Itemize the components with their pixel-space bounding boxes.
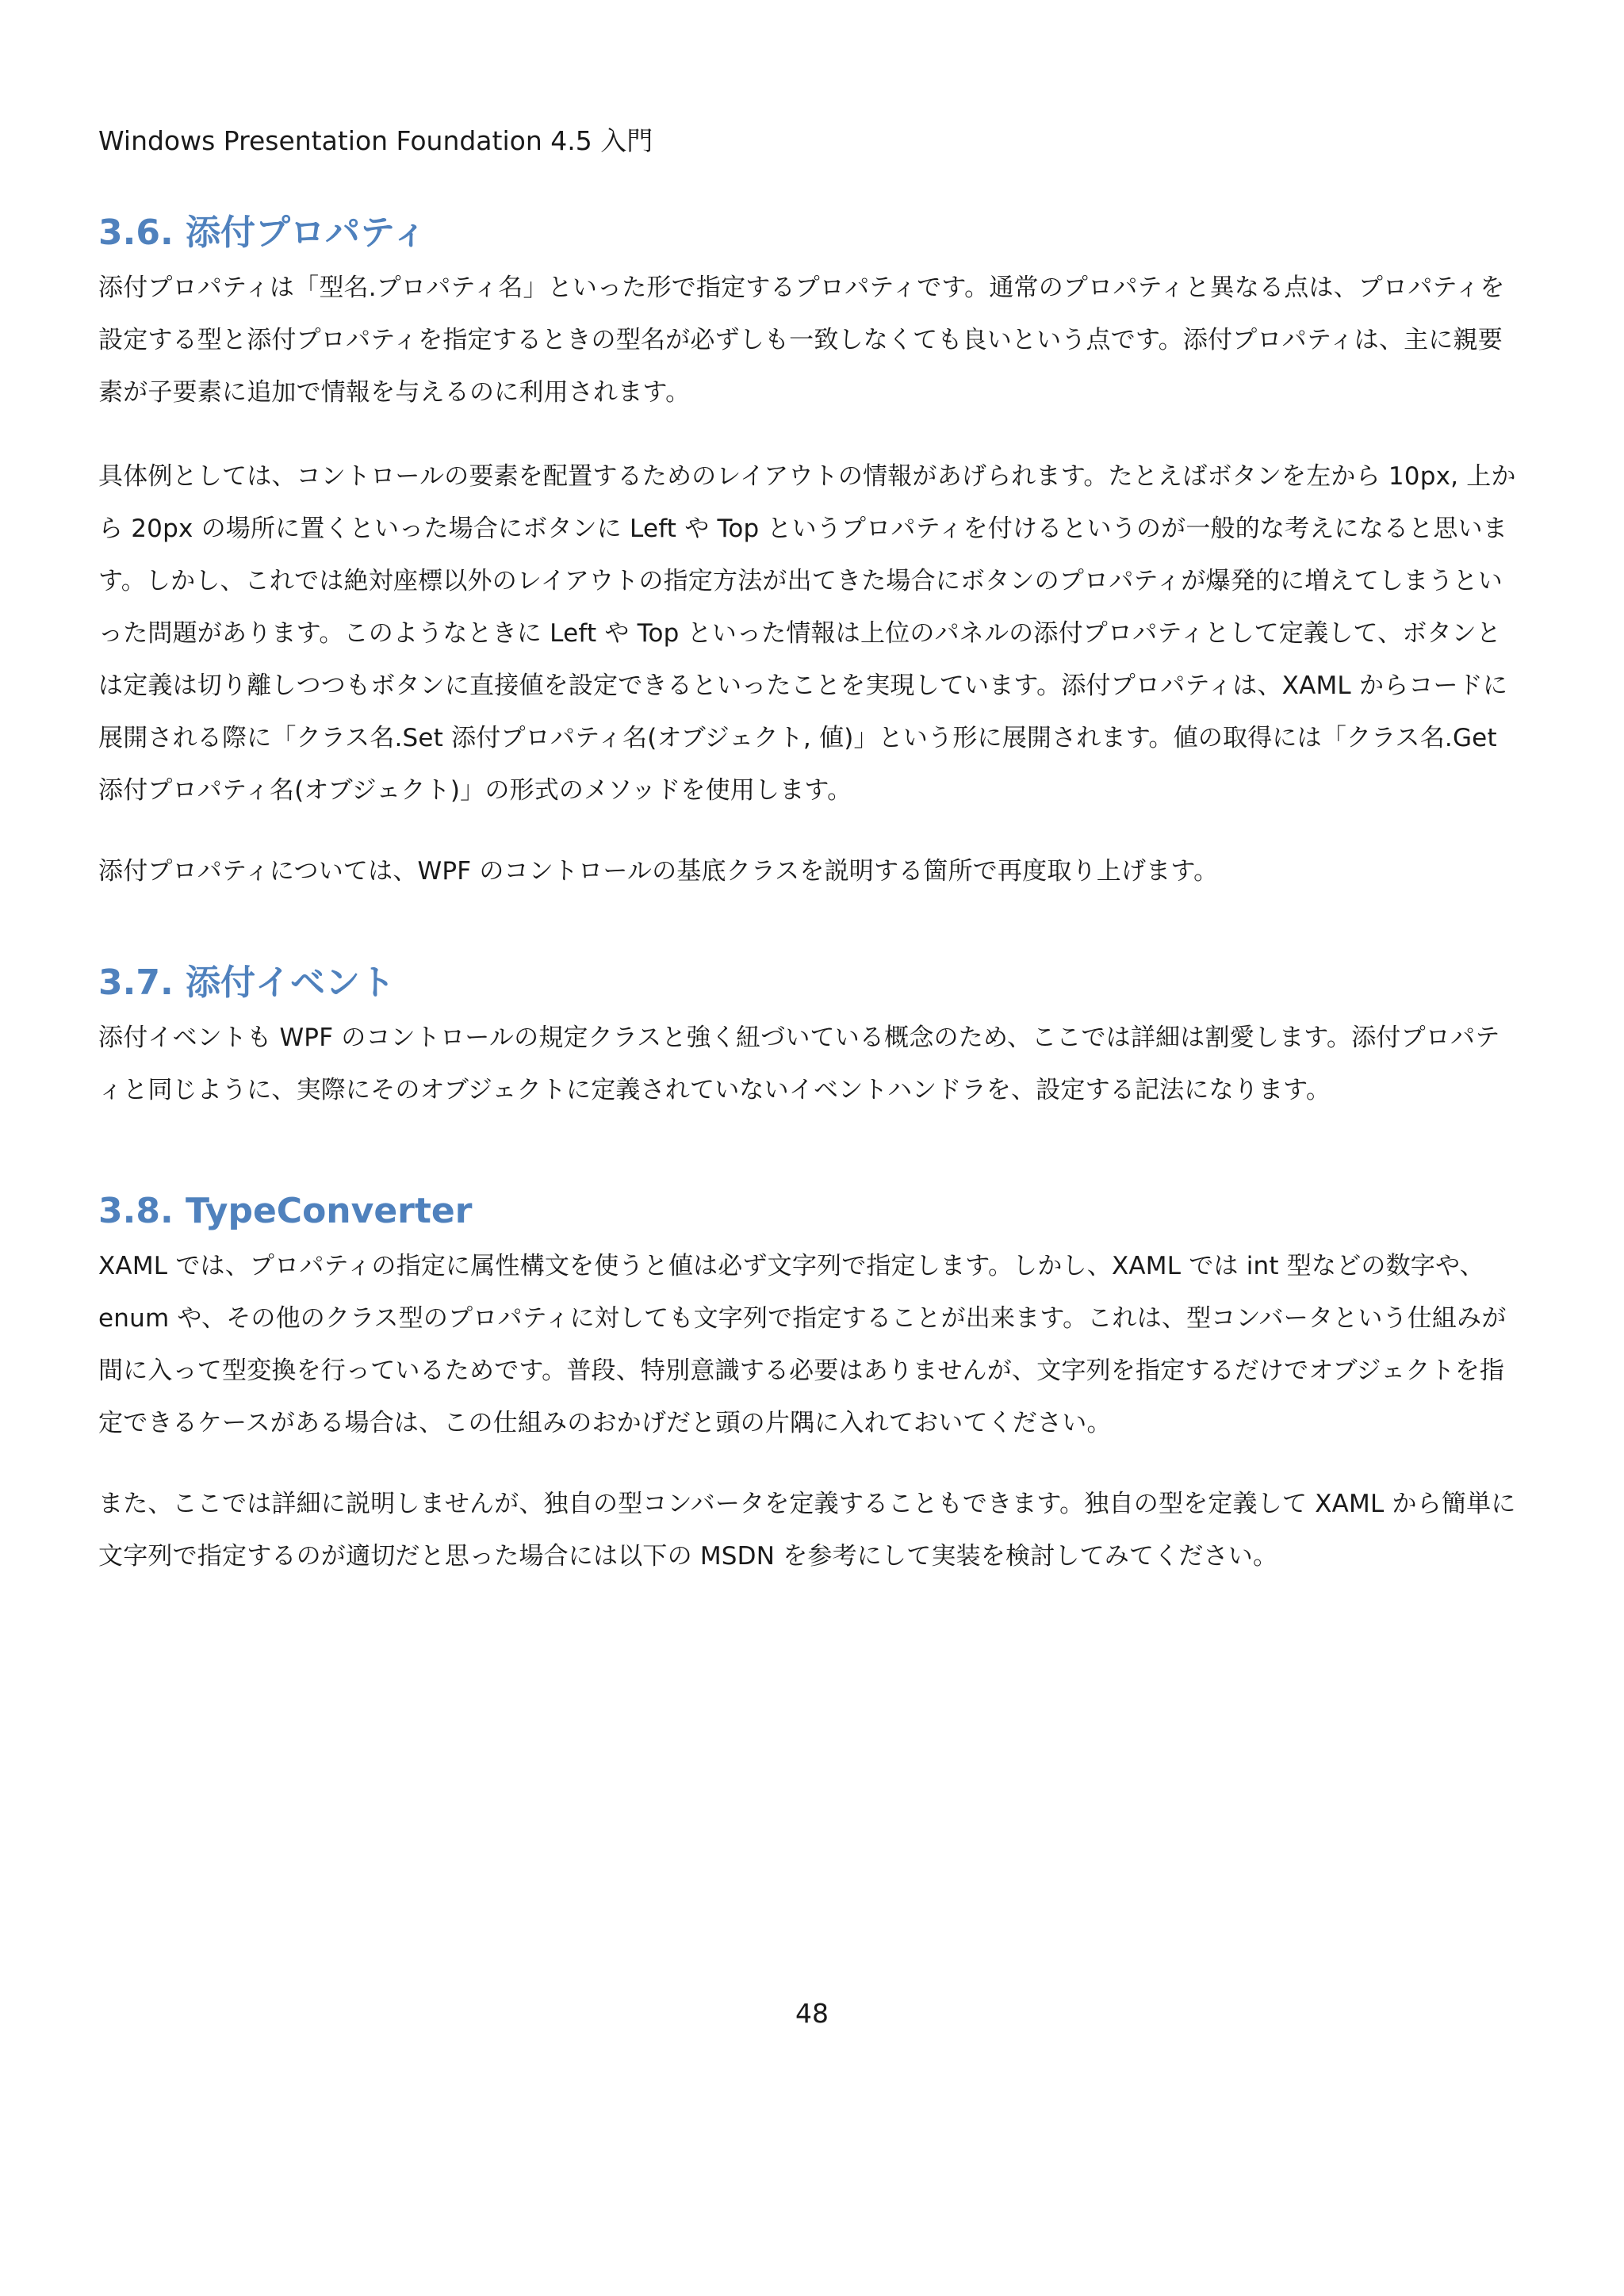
page-header: Windows Presentation Foundation 4.5 入門 — [98, 125, 653, 156]
section-heading: 3.6. 添付プロパティ — [98, 212, 427, 253]
section-attached-events — [98, 958, 1518, 1116]
section-typeconverter — [98, 1186, 1518, 1582]
paragraph: また、ここでは詳細に説明しませんが、独自の型コンバータを定義することもできます。独自の型を定義して XAML から簡単に文字列で指定するのが適切だと思った場合には以下の MSDN を参考にして実装を検討してみてください。 — [98, 1490, 1516, 1571]
paragraph: 添付イベントも WPF のコントロールの規定クラスと強く紐づいている概念のため、ここでは詳細は割愛します。添付プロパティと同じように、実際にそのオブジェクトに定義されていないイベントハンドラを、設定する記法になります。 — [98, 1024, 1500, 1104]
section-attached-properties — [98, 208, 1518, 897]
paragraph: 添付プロパティは「型名.プロパティ名」といった形で指定するプロパティです。通常のプロパティと異なる点は、プロパティを設定する型と添付プロパティを指定するときの型名が必ずしも一致しなくても良いという点です。添付プロパティは、主に親要素が子要素に追加で情報を与えるのに利用されます。 — [98, 274, 1505, 407]
section-heading: 3.8. TypeConverter — [98, 1191, 473, 1231]
paragraph: XAML では、プロパティの指定に属性構文を使うと値は必ず文字列で指定します。しかし、XAML では int 型などの数字や、enum や、その他のクラス型のプロパティに対しても文字列で指定することが出来ます。これは、型コンバータという仕組みが間に入って型変換を行っているためです。普段、特別意識する必要はありませんが、文字列を指定するだけでオブジェクトを指定できるケースがある場合は、この仕組みのおかげだと頭の片隅に入れておいてください。 — [98, 1252, 1507, 1437]
paragraph: 添付プロパティについては、WPF のコントロールの基底クラスを説明する箇所で再度取り上げます。 — [98, 857, 1219, 886]
document-body — [98, 208, 1518, 1582]
paragraph: 具体例としては、コントロールの要素を配置するためのレイアウトの情報があげられます。たとえばボタンを左から 10px, 上から 20px の場所に置くといった場合にボタンに Left や Top というプロパティを付けるというのが一般的な考えになると思います。しかし、これでは絶対座標以外のレイアウトの指定方法が出てきた場合にボタンのプロパティが爆発的に増えてしまうといった問題があります。このようなときに Left や Top といった情報は上位のパネルの添付プロパティとして定義して、ボタンとは定義は切り離しつつもボタンに直接値を設定できるといったことを実現しています。添付プロパティは、XAML からコードに展開される際に「クラス名.Set 添付プロパティ名(オブジェクト, 値)」という形に展開されます。値の取得には「クラス名.Get 添付プロパティ名(オブジェクト)」の形式のメソッドを使用します。 — [98, 462, 1516, 805]
page-number: 48 — [795, 1998, 829, 2029]
section-heading: 3.7. 添付イベント — [98, 962, 395, 1003]
